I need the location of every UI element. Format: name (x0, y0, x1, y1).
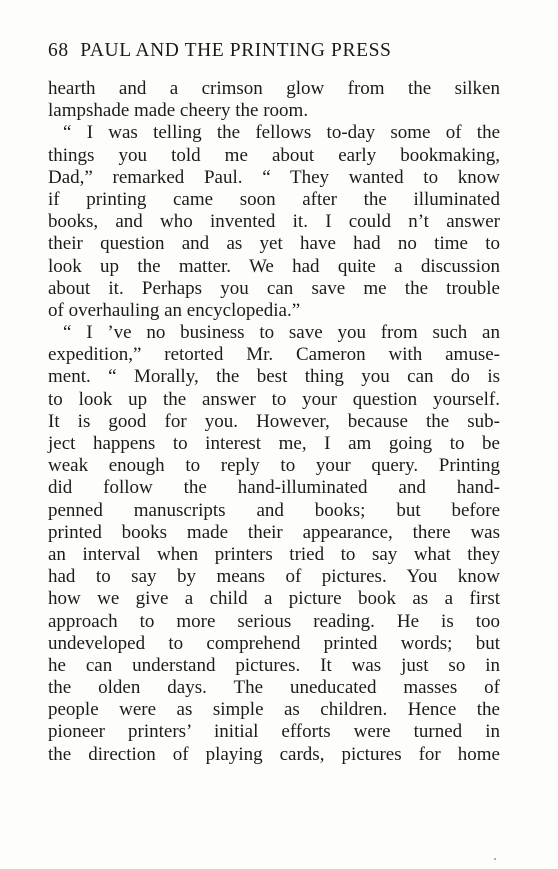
text-line: look up the matter. We had quite a discussion (48, 255, 500, 277)
text-line: of overhauling an encyclopedia.” (48, 299, 301, 321)
running-title: PAUL AND THE PRINTING PRESS (80, 40, 392, 61)
text-line: he can understand pictures. It was just so in (48, 654, 500, 676)
text-line: pioneer printers’ initial efforts were turned in (48, 721, 500, 743)
text-line: undeveloped to comprehend printed words; but (48, 632, 500, 654)
paper-speck (494, 858, 496, 860)
text-line: to look up the answer to your question yourself. (48, 388, 500, 410)
text-line: lampshade made cheery the room. (48, 100, 309, 122)
text-line: if printing came soon after the illuminated (48, 188, 500, 210)
text-line: weak enough to reply to your query. Printing (48, 455, 500, 477)
text-line: “ I ’ve no business to save you from such an (63, 322, 500, 344)
text-line: people were as simple as children. Hence the (48, 699, 500, 721)
text-line: how we give a child a picture book as a first (48, 588, 500, 610)
text-line: their question and as yet have had no time to (48, 233, 500, 255)
running-head (48, 40, 500, 62)
text-line: ject happens to interest me, I am going to be (48, 433, 500, 454)
text-line: Dad,” remarked Paul. “ They wanted to know (48, 166, 500, 188)
text-line: expedition,” retorted Mr. Cameron with amuse- (48, 344, 500, 366)
text-line: the direction of playing cards, pictures for home (48, 743, 500, 765)
text-line: books, and who invented it. I could n’t answer (48, 211, 500, 233)
text-line: printed books made their appearance, there was (48, 521, 500, 543)
text-line: hearth and a crimson glow from the silken (48, 78, 500, 99)
page-number: 68 (48, 40, 69, 61)
text-line: penned manuscripts and books; but before (48, 499, 500, 521)
text-line: about it. Perhaps you can save me the trouble (48, 277, 500, 299)
text-line: things you told me about early bookmaking, (48, 144, 500, 166)
text-line: had to say by means of pictures. You know (48, 566, 500, 588)
body-text (48, 78, 500, 766)
text-line: the olden days. The uneducated masses of (48, 677, 500, 699)
text-line: It is good for you. However, because the sub- (48, 410, 500, 432)
text-line: “ I was telling the fellows to-day some of the (63, 122, 500, 144)
text-line: approach to more serious reading. He is too (48, 610, 500, 632)
text-line: did follow the hand-illuminated and hand- (48, 477, 500, 499)
text-line: an interval when printers tried to say what they (48, 543, 500, 565)
text-line: ment. “ Morally, the best thing you can do is (48, 366, 500, 388)
